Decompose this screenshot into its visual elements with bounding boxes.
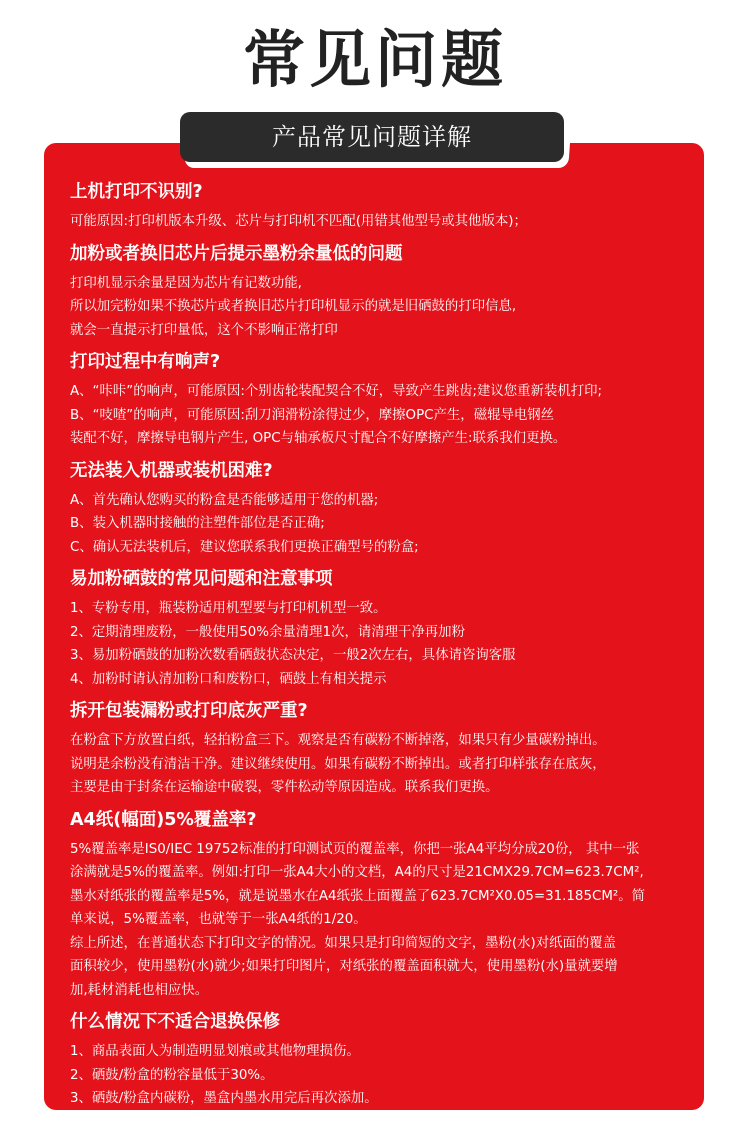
faq-heading: 拆开包装漏粉或打印底灰严重? [70,697,700,725]
faq-section [70,240,700,343]
faq-line: 墨水对纸张的覆盖率是5%，就是说墨水在A4纸张上面覆盖了623.7CM²X0.05=31.185CM²。简 [70,885,700,909]
faq-heading: 无法装入机器或装机困难? [70,457,700,485]
faq-line: 打印机显示余量是因为芯片有记数功能, [70,272,700,296]
faq-heading: 什么情况下不适合退换保修 [70,1008,700,1036]
faq-heading: 打印过程中有响声? [70,348,700,376]
faq-line: 3、易加粉硒鼓的加粉次数看硒鼓状态决定，一般2次左右，具体请咨询客服 [70,644,700,668]
faq-section [70,457,700,560]
faq-line: 主要是由于封条在运输途中破裂，零件松动等原因造成。联系我们更换。 [70,776,700,800]
faq-content [70,178,700,1134]
faq-line: 1、专粉专用，瓶装粉适用机型要与打印机机型一致。 [70,597,700,621]
faq-line: 4、非本公司的产品不予退换。 [70,1111,700,1134]
faq-line: 综上所述，在普通状态下打印文字的情况。如果只是打印简短的文字，墨粉(水)对纸面的覆盖 [70,932,700,956]
faq-line: 3、硒鼓/粉盒内碳粉，墨盒内墨水用完后再次添加。 [70,1087,700,1111]
faq-heading: 易加粉硒鼓的常见问题和注意事项 [70,565,700,593]
faq-line: 在粉盒下方放置白纸，轻拍粉盒三下。观察是否有碳粉不断掉落，如果只有少量碳粉掉出。 [70,729,700,753]
faq-line: A、首先确认您购买的粉盒是否能够适用于您的机器; [70,489,700,513]
faq-line: 4、加粉时请认清加粉口和废粉口，硒鼓上有相关提示 [70,668,700,692]
faq-section [70,348,700,451]
faq-line: 2、定期清理废粉，一般使用50%余量清理1次，请清理干净再加粉 [70,621,700,645]
faq-line: 加,耗材消耗也相应快。 [70,979,700,1003]
faq-section [70,806,700,1003]
faq-line: 单来说，5%覆盖率，也就等于一张A4纸的1/20。 [70,908,700,932]
subtitle-tab: 产品常见问题详解 [180,112,564,162]
faq-section [70,1008,700,1134]
faq-line: 所以加完粉如果不换芯片或者换旧芯片打印机显示的就是旧硒鼓的打印信息, [70,295,700,319]
faq-line: 2、硒鼓/粉盒的粉容量低于30%。 [70,1064,700,1088]
faq-line: 5%覆盖率是IS0/IEC 19752标准的打印测试页的覆盖率，你把一张A4平均分成20份， 其中一张 [70,838,700,862]
faq-line: 涂满就是5%的覆盖率。例如:打印一张A4大小的文档，A4的尺寸是21CMX29.7CM=623.7CM², [70,861,700,885]
faq-line: 面积较少，使用墨粉(水)就少;如果打印图片，对纸张的覆盖面积就大，使用墨粉(水)量就要增 [70,955,700,979]
faq-heading: A4纸(幅面)5%覆盖率? [70,806,700,834]
faq-section [70,697,700,800]
faq-section [70,565,700,691]
faq-heading: 上机打印不识别? [70,178,700,206]
faq-line: B、装入机器时接触的注塑件部位是否正确; [70,512,700,536]
page-title: 常见问题 [0,20,750,100]
faq-line: B、“吱喳”的响声，可能原因:刮刀润滑粉涂得过少，摩擦OPC产生，磁辊导电钢丝 [70,404,700,428]
faq-line: 就会一直提示打印量低，这个不影响正常打印 [70,319,700,343]
faq-line: 说明是余粉没有清洁干净。建议继续使用。如果有碳粉不断掉出。或者打印样张存在底灰， [70,753,700,777]
faq-line: 1、商品表面人为制造明显划痕或其他物理损伤。 [70,1040,700,1064]
faq-heading: 加粉或者换旧芯片后提示墨粉余量低的问题 [70,240,700,268]
faq-line: 可能原因:打印机版本升级、芯片与打印机不匹配(用错其他型号或其他版本)； [70,210,700,234]
faq-line: 装配不好，摩擦导电钢片产生, OPC与轴承板尺寸配合不好摩擦产生:联系我们更换。 [70,427,700,451]
faq-line: C、确认无法装机后，建议您联系我们更换正确型号的粉盒; [70,536,700,560]
faq-section [70,178,700,234]
faq-line: A、“咔咔”的响声，可能原因:个别齿轮装配契合不好，导致产生跳齿;建议您重新装机打印; [70,380,700,404]
